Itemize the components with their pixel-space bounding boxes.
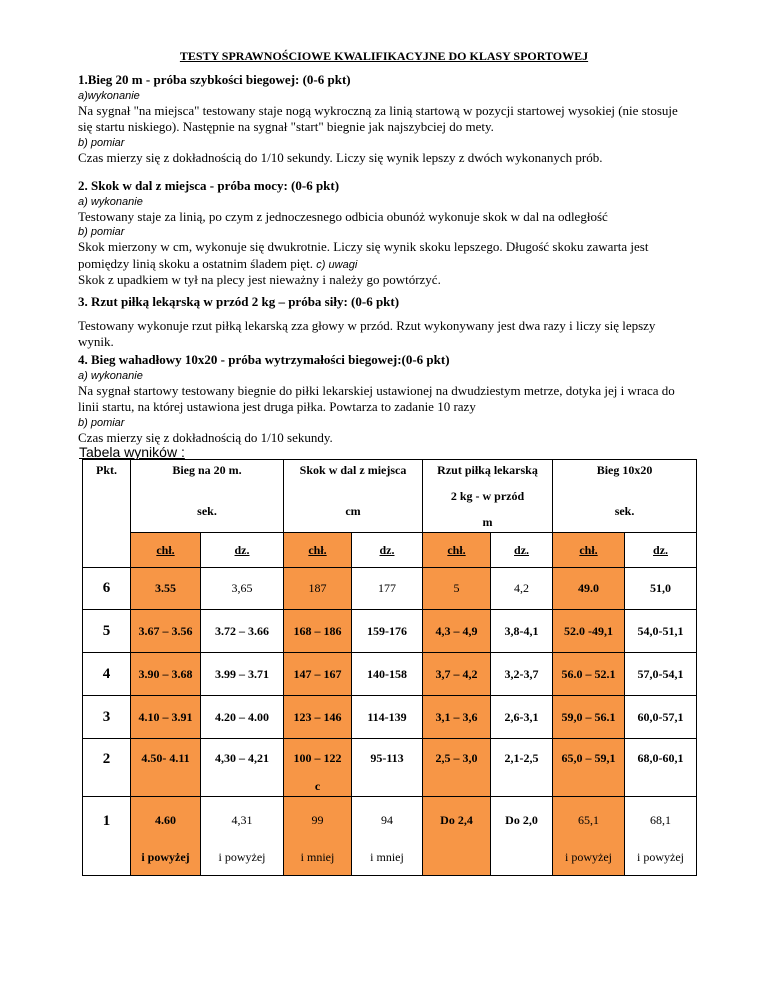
value-cell: 177 (352, 568, 423, 610)
value-note: i powyżej (141, 850, 190, 864)
table-row (83, 696, 697, 739)
value-note: i mniej (370, 850, 404, 864)
value-text: 4,31 (231, 813, 253, 827)
section-subheading: b) pomiar (78, 226, 125, 238)
pkt-cell: 3 (83, 696, 131, 739)
value-cell: 114-139 (352, 696, 423, 739)
table-row (83, 610, 697, 653)
section-text: Skok z upadkiem w tył na plecy jest nieważny i należy go powtórzyć. (78, 272, 441, 287)
section-heading: 3. Rzut piłką lekąrską w przód 2 kg – próba siły: (0-6 pkt) (78, 294, 400, 309)
gender-row (83, 533, 697, 568)
value-cell: 159-176 (352, 610, 423, 653)
header-skok (284, 460, 423, 533)
section-text: Skok mierzony w cm, wykonuje się dwukrotnie. Liczy się wynik skoku lepszego. Długość skoku zawarta jest pomiędzy linią skoku a ostatnim śladem pięt. c) uwagi (78, 239, 649, 271)
value-note: i powyżej (565, 850, 613, 864)
gender-cell: chł. (131, 533, 201, 568)
value-cell (553, 797, 625, 876)
value-cell: 51,0 (625, 568, 697, 610)
pkt-cell: 6 (83, 568, 131, 610)
header-label: Bieg 10x20 (596, 463, 653, 477)
value-cell (201, 797, 284, 876)
value-cell: 4,3 – 4,9 (423, 610, 491, 653)
gender-cell: dz. (352, 533, 423, 568)
section-heading: 2. Skok w dal z miejsca - próba mocy: (0-6 pkt) (78, 178, 340, 193)
value-cell (625, 797, 697, 876)
gender-cell: dz. (201, 533, 284, 568)
section-heading: 1.Bieg 20 m - próba szybkości biegowej: (0-6 pkt) (78, 72, 351, 87)
value-cell: 4,30 – 4,21 (201, 739, 284, 797)
value-cell (352, 797, 423, 876)
value-cell: 3,2-3,7 (491, 653, 553, 696)
section-rzut-pilka (78, 294, 693, 351)
value-cell: 3.90 – 3.68 (131, 653, 201, 696)
value-cell: 59,0 – 56.1 (553, 696, 625, 739)
header-label: Rzut piłką lekarską (437, 463, 538, 477)
value-text: 99 (311, 813, 324, 827)
value-cell: 3.72 – 3.66 (201, 610, 284, 653)
value-text: 65,1 (578, 813, 600, 827)
header-bieg-20m (131, 460, 284, 533)
value-cell (131, 797, 201, 876)
header-label: Skok w dal z miejsca (299, 463, 407, 477)
value-cell: 3,65 (201, 568, 284, 610)
section-text: Na sygnał startowy testowany biegnie do piłki lekarskiej ustawionej na dwudziestym metrze, dotyka jej i wraca do linii startu, na której ustawiona jest druga piłka. Powtarza to zadanie 10 razy (78, 382, 675, 414)
value-cell: 68,0-60,1 (625, 739, 697, 797)
header-pkt: Pkt. (83, 460, 131, 568)
table-caption: Tabela wyników : (79, 444, 185, 460)
value-cell: 4.20 – 4.00 (201, 696, 284, 739)
gender-cell: chł. (553, 533, 625, 568)
value-text: 68,1 (650, 813, 672, 827)
value-cell: 4,2 (491, 568, 553, 610)
value-cell: 2,5 – 3,0 (423, 739, 491, 797)
pkt-cell: 4 (83, 653, 131, 696)
value-cell: 147 – 167 (284, 653, 352, 696)
document-title: TESTY SPRAWNOŚCIOWE KWALIFIKACYJNE DO KLASY SPORTOWEJ (179, 49, 589, 63)
value-cell (284, 739, 352, 797)
section-subheading: b) pomiar (78, 416, 125, 429)
value-cell: 2,1-2,5 (491, 739, 553, 797)
section-text: Czas mierzy się z dokładnością do 1/10 sekundy. (78, 429, 333, 445)
results-table (82, 459, 697, 876)
pkt-cell: 2 (83, 739, 131, 797)
pkt-cell: 5 (83, 610, 131, 653)
value-cell: 168 – 186 (284, 610, 352, 653)
header-unit: sek. (614, 504, 635, 518)
value-cell: 54,0-51,1 (625, 610, 697, 653)
header-unit: m (482, 515, 493, 529)
gender-cell: chł. (423, 533, 491, 568)
section-subheading: a)wykonanie (78, 89, 140, 102)
header-rzut (423, 460, 553, 533)
section-heading: 4. Bieg wahadłowy 10x20 - próba wytrzymałości biegowej:(0-6 pkt) (78, 352, 450, 367)
value-cell: 140-158 (352, 653, 423, 696)
value-note: i powyżej (637, 850, 685, 864)
value-cell: Do 2,0 (491, 797, 553, 876)
section-text: Testowany staje za linią, po czym z jednoczesnego odbicia obunóż wykonuje skok w dal na odległość (78, 208, 608, 224)
value-cell: 60,0-57,1 (625, 696, 697, 739)
table-row (83, 568, 697, 610)
value-cell (284, 797, 352, 876)
value-cell: 3.99 – 3.71 (201, 653, 284, 696)
value-cell: 2,6-3,1 (491, 696, 553, 739)
value-cell: 187 (284, 568, 352, 610)
value-text: 94 (381, 813, 393, 827)
gender-cell: chł. (284, 533, 352, 568)
header-bieg-10x20 (553, 460, 697, 533)
header-label: Bieg na 20 m. (172, 463, 242, 477)
section-bieg-wahadlowy (78, 352, 693, 446)
value-cell: 3,8-4,1 (491, 610, 553, 653)
value-cell: 3,1 – 3,6 (423, 696, 491, 739)
section-text: Na sygnał "na miejsca" testowany staje nogą wykroczną za linią startową w pozycji startowej wysokiej (nie stosuje się startu niskiego). Następnie na sygnał "start" biegnie jak najszybciej do mety. (78, 102, 678, 134)
value-cell: 65,0 – 59,1 (553, 739, 625, 797)
section-subheading: c) uwagi (316, 258, 358, 271)
value-cell: 49.0 (553, 568, 625, 610)
value-text: 4.60 (155, 813, 176, 827)
value-note: i powyżej (218, 850, 266, 864)
value-cell: 4.10 – 3.91 (131, 696, 201, 739)
value-cell: 3.55 (131, 568, 201, 610)
value-cell: 4.50- 4.11 (131, 739, 201, 797)
gender-cell: dz. (625, 533, 697, 568)
value-cell: 95-113 (352, 739, 423, 797)
section-text: Testowany wykonuje rzut piłką lekarską zza głowy w przód. Rzut wykonywany jest dwa razy i liczy się lepszy wynik. (78, 317, 656, 349)
value-cell: 3.67 – 3.56 (131, 610, 201, 653)
table-row (83, 797, 697, 876)
value-cell: 3,7 – 4,2 (423, 653, 491, 696)
table-row (83, 739, 697, 797)
section-subheading: a) wykonanie (78, 369, 143, 382)
value-cell: 52.0 -49,1 (553, 610, 625, 653)
section-subheading: a) wykonanie (78, 195, 143, 208)
section-text: Czas mierzy się z dokładnością do 1/10 sekundy. Liczy się wynik lepszy z dwóch wykonanych prób. (78, 149, 603, 165)
value-text: 100 – 122 (293, 751, 342, 765)
section-bieg-20m (78, 72, 693, 166)
section-skok-w-dal (78, 178, 693, 289)
value-cell: 5 (423, 568, 491, 610)
section-subheading: b) pomiar (78, 136, 125, 149)
header-sub: 2 kg - w przód (450, 489, 525, 503)
stray-mark: c (314, 779, 321, 793)
gender-cell: dz. (491, 533, 553, 568)
value-cell: 56.0 – 52.1 (553, 653, 625, 696)
value-cell: 123 – 146 (284, 696, 352, 739)
value-note: i mniej (300, 850, 335, 864)
header-unit: sek. (197, 504, 217, 518)
value-cell: 57,0-54,1 (625, 653, 697, 696)
header-unit: cm (345, 504, 361, 518)
table-row (83, 653, 697, 696)
pkt-cell: 1 (83, 797, 131, 876)
value-cell: Do 2,4 (423, 797, 491, 876)
